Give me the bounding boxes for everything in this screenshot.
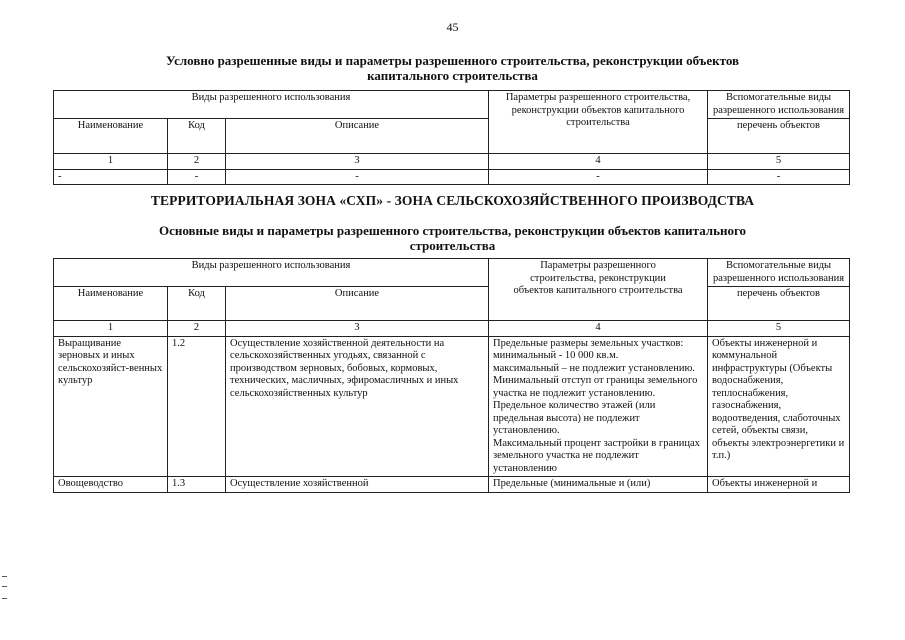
- header-desc: Описание: [226, 287, 489, 321]
- header-code: Код: [168, 287, 226, 321]
- header-desc: Описание: [226, 119, 489, 154]
- header-params: Параметры разрешенного строительства, реконструкции объектов капитального строительства: [489, 91, 708, 154]
- table-row: [54, 477, 850, 493]
- col-number: 5: [708, 154, 850, 170]
- header-params-line: Параметры разрешенного: [540, 260, 656, 271]
- col-number: 2: [168, 321, 226, 337]
- cell-code: 1.2: [168, 336, 226, 477]
- col-number: 1: [54, 154, 168, 170]
- param-line: Предельное количество этажей (или предельная высота) не подлежит установлению.: [493, 400, 656, 436]
- header-params-line: объектов капитального строительства: [513, 285, 683, 296]
- cell-empty: -: [708, 169, 850, 185]
- col-number: 5: [708, 321, 850, 337]
- cell-code: 1.3: [168, 477, 226, 493]
- scan-artifact: [2, 576, 7, 577]
- main-uses-heading: [60, 223, 845, 253]
- scan-artifact: [2, 598, 7, 599]
- col-number: 3: [226, 154, 489, 170]
- header-params: [489, 259, 708, 321]
- cell-desc: Осуществление хозяйственной деятельности на сельскохозяйственных угодьях, связанной с производством зерновых, бобовых, кормовых, технических, масличных, эфиромасличных и иных сельскохозяйственных культур: [226, 336, 489, 477]
- zone-title: ТЕРРИТОРИАЛЬНАЯ ЗОНА «СХП» - ЗОНА СЕЛЬСКОХОЗЯЙСТВЕННОГО ПРОИЗВОДСТВА: [150, 193, 755, 208]
- cell-empty: -: [489, 169, 708, 185]
- column-number-row: [54, 321, 850, 337]
- heading-line: Основные виды и параметры разрешенного строительства, реконструкции объектов капитального: [158, 223, 747, 238]
- col-number: 4: [489, 321, 708, 337]
- cell-aux: Объекты инженерной и коммунальной инфраструктуры (Объекты водоснабжения, теплоснабжения, газоснабжения, водоотведения, слаботочных сетей, объекты связи, объекты электроэнергетики и т.п.): [708, 336, 850, 477]
- heading-line: строительства: [409, 238, 496, 253]
- param-line: минимальный - 10 000 кв.м.: [493, 350, 619, 361]
- cell-empty: -: [226, 169, 489, 185]
- heading-line: капитального строительства: [367, 68, 538, 83]
- col-number: 1: [54, 321, 168, 337]
- header-name: Наименование: [54, 287, 168, 321]
- param-line: Максимальный процент застройки в границах земельного участка не подлежит установлению: [493, 437, 700, 474]
- conditional-uses-heading: [60, 53, 845, 83]
- param-line: Предельные размеры земельных участков:: [493, 337, 684, 349]
- main-uses-table: [53, 258, 850, 493]
- header-uses: Виды разрешенного использования: [54, 259, 489, 287]
- cell-name: Выращивание зерновых и иных сельскохозяйст-венных культур: [54, 336, 168, 477]
- header-aux-list: перечень объектов: [708, 287, 850, 321]
- col-number: 3: [226, 321, 489, 337]
- cell-aux: Объекты инженерной и: [708, 477, 850, 493]
- param-line: Предельные (минимальные и (или): [493, 478, 651, 489]
- col-number: 4: [489, 154, 708, 170]
- header-aux: Вспомогательные виды разрешенного использования: [708, 259, 850, 287]
- cell-desc: Осуществление хозяйственной: [226, 477, 489, 493]
- param-line: максимальный – не подлежит установлению.: [493, 362, 695, 374]
- conditional-uses-table: [53, 90, 850, 185]
- column-number-row: [54, 154, 850, 170]
- scan-artifact: [2, 586, 7, 587]
- header-name: Наименование: [54, 119, 168, 154]
- header-code: Код: [168, 119, 226, 154]
- heading-line: Условно разрешенные виды и параметры разрешенного строительства, реконструкции объектов: [165, 53, 740, 68]
- cell-params: [489, 477, 708, 493]
- header-aux: Вспомогательные виды разрешенного использования: [708, 91, 850, 119]
- header-aux-list: перечень объектов: [708, 119, 850, 154]
- header-uses: Виды разрешенного использования: [54, 91, 489, 119]
- table-row: [54, 336, 850, 477]
- cell-params: [489, 336, 708, 477]
- header-params-line: строительства, реконструкции: [530, 272, 666, 284]
- cell-empty: -: [168, 169, 226, 185]
- param-line: Минимальный отступ от границы земельного участка не подлежит установлению.: [493, 375, 698, 399]
- table-row: [54, 169, 850, 185]
- page-number: 45: [446, 20, 459, 34]
- cell-empty: -: [54, 169, 168, 185]
- cell-name: Овощеводство: [54, 477, 168, 493]
- col-number: 2: [168, 154, 226, 170]
